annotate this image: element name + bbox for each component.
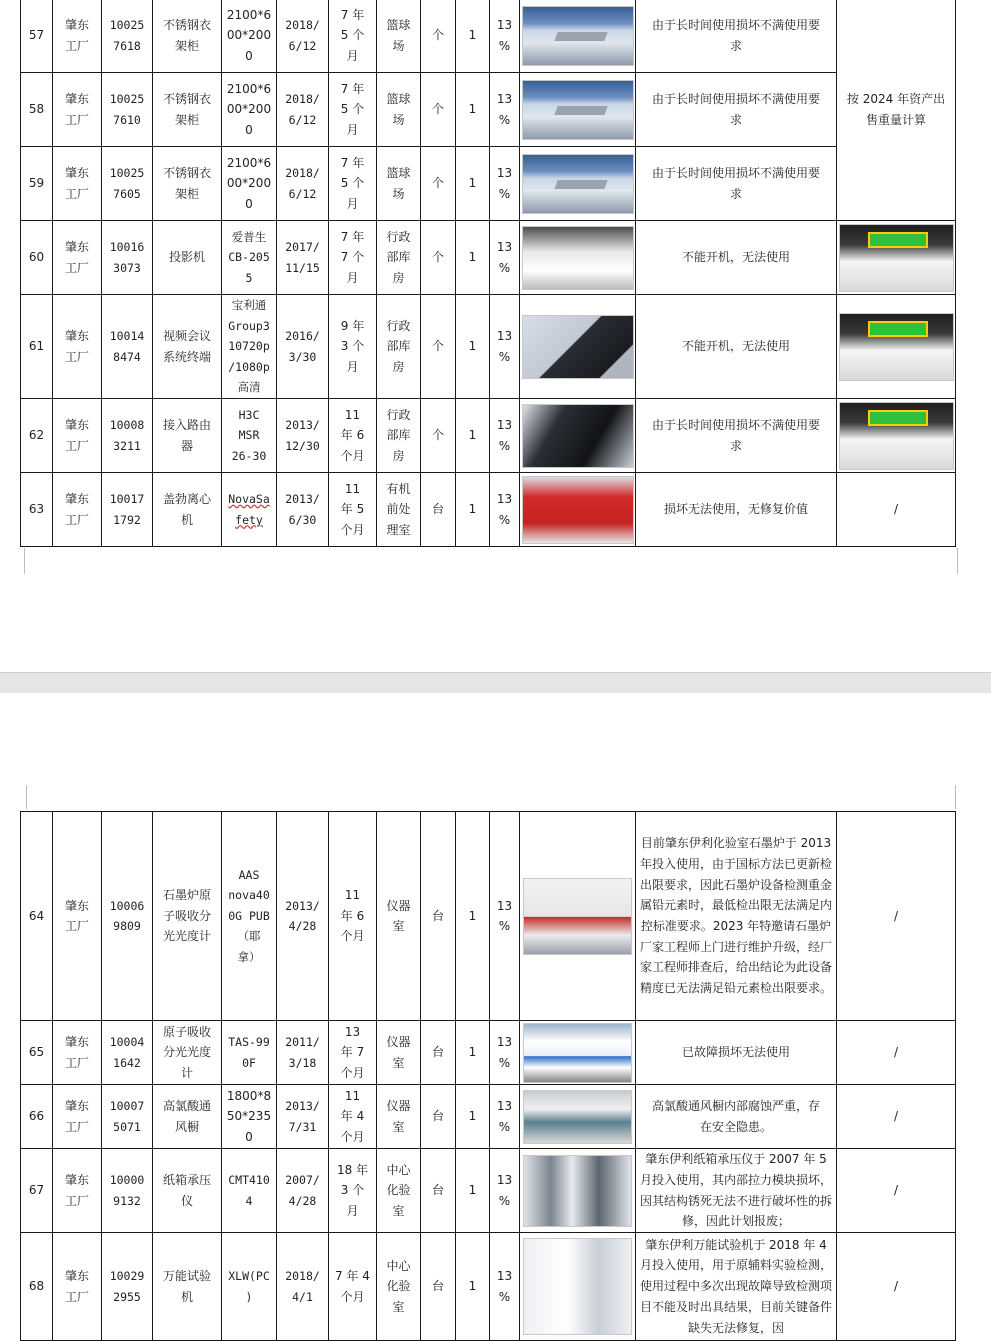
unit-cell: 个 [421,295,456,399]
table-row [21,1021,956,1085]
spec-cell: TAS-99 0F [222,1021,277,1085]
location-cell: 篮球 场 [377,147,421,221]
unit-cell: 台 [421,473,456,547]
photo-cell [520,1149,636,1233]
table-row [21,295,956,399]
factory-cell: 肇东 工厂 [53,1085,102,1149]
spec-cell: XLW(PC ) [222,1233,277,1341]
asset-disposal-table-page-1 [20,0,956,547]
row-number: 64 [21,812,53,1021]
quantity-cell: 1 [456,1149,490,1233]
quantity-cell: 1 [456,147,490,221]
unit-cell: 台 [421,1085,456,1149]
location-cell: 行政 部库 房 [377,399,421,473]
photo-cell [520,399,636,473]
usage-age-cell: 7 年 5 个 月 [329,73,377,147]
table-row [21,147,956,221]
asset-name-cell: 不锈钢衣 架柜 [153,0,222,73]
rate-cell: 13 % [490,0,520,73]
quantity-cell: 1 [456,1085,490,1149]
centrifuge-photo [522,476,634,544]
universal-photo [523,1238,632,1335]
asset-name-cell: 视频会议 系统终端 [153,295,222,399]
spec-cell: AAS nova40 0G PUB （耶 拿） [222,812,277,1021]
unit-cell: 个 [421,221,456,295]
disposal-reason-cell: 由于长时间使用损坏不满使用要求 [636,399,837,473]
disposal-reason-cell: 由于长时间使用损坏不满使用要求 [636,0,837,73]
rate-cell: 13 % [490,812,520,1021]
quantity-cell: 1 [456,1021,490,1085]
location-cell: 中心 化验 室 [377,1233,421,1341]
extra-photo-cell [837,221,956,295]
row-number: 67 [21,1149,53,1233]
usage-age-cell: 11 年 5 个月 [329,473,377,547]
usage-age-cell: 9 年 3 个 月 [329,295,377,399]
location-cell: 有机 前处 理室 [377,473,421,547]
scale-photo [839,313,954,381]
rate-cell: 13 % [490,1233,520,1341]
disposal-reason-cell: 由于长时间使用损坏不满使用要求 [636,147,837,221]
quantity-cell: 1 [456,0,490,73]
unit-cell: 个 [421,0,456,73]
asset-name-cell: 纸箱承压 仪 [153,1149,222,1233]
quantity-cell: 1 [456,399,490,473]
tester-photo [523,1155,632,1227]
quantity-cell: 1 [456,221,490,295]
photo-cell [520,812,636,1021]
spec-cell: CMT410 4 [222,1149,277,1233]
asset-name-cell: 万能试验 机 [153,1233,222,1341]
document-page-2 [0,693,991,1337]
scale-photo [839,224,954,292]
asset-name-cell: 盖勃离心 机 [153,473,222,547]
purchase-date-cell: 2011/ 3/18 [277,1021,329,1085]
location-cell: 行政 部库 房 [377,295,421,399]
page-corner-mark-left [24,548,25,574]
usage-age-cell: 11 年 4 个月 [329,1085,377,1149]
row-number: 66 [21,1085,53,1149]
purchase-date-cell: 2018/ 6/12 [277,0,329,73]
row-number: 58 [21,73,53,147]
disposal-reason-cell: 损坏无法使用，无修复价值 [636,473,837,547]
asset-code-cell: 10029 2955 [102,1233,153,1341]
unit-cell: 台 [421,1233,456,1341]
unit-cell: 台 [421,1021,456,1085]
spec-cell: 2100*6 00*200 0 [222,147,277,221]
asset-code-cell: 10004 1642 [102,1021,153,1085]
remark-cell: / [837,1021,956,1085]
photo-cell [520,295,636,399]
disposal-reason-cell: 已故障损坏无法使用 [636,1021,837,1085]
row-number: 57 [21,0,53,73]
location-cell: 仪器 室 [377,1021,421,1085]
factory-cell: 肇东 工厂 [53,0,102,73]
spec-cell: 宝利通 Group3 10720p /1080p 高清 [222,295,277,399]
terminal-photo [522,315,634,379]
purchase-date-cell: 2013/ 12/30 [277,399,329,473]
extra-photo-cell [837,399,956,473]
factory-cell: 肇东 工厂 [53,399,102,473]
location-cell: 篮球 场 [377,0,421,73]
scale-photo [839,402,954,470]
rate-cell: 13 % [490,147,520,221]
factory-cell: 肇东 工厂 [53,1021,102,1085]
quantity-cell: 1 [456,295,490,399]
photo-cell [520,1233,636,1341]
purchase-date-cell: 2016/ 3/30 [277,295,329,399]
photo-cell [520,73,636,147]
asset-name-cell: 高氯酸通 风橱 [153,1085,222,1149]
table-row [21,473,956,547]
location-cell: 仪器 室 [377,812,421,1021]
remark-cell: / [837,812,956,1021]
rate-cell: 13 % [490,1085,520,1149]
asset-code-cell: 10008 3211 [102,399,153,473]
asset-code-cell: 10025 7618 [102,0,153,73]
rate-cell: 13 % [490,221,520,295]
photo-cell [520,1021,636,1085]
quantity-cell: 1 [456,73,490,147]
location-cell: 仪器 室 [377,1085,421,1149]
table-row [21,73,956,147]
page-corner-mark-left-top [26,785,27,809]
table-row [21,812,956,1021]
disposal-reason-cell: 高氯酸通风橱内部腐蚀严重，存在安全隐患。 [636,1085,837,1149]
remark-cell: / [837,473,956,547]
quantity-cell: 1 [456,812,490,1021]
usage-age-cell: 7 年 4 个月 [329,1233,377,1341]
unit-cell: 个 [421,73,456,147]
purchase-date-cell: 2007/ 4/28 [277,1149,329,1233]
page-break-gap [0,672,991,694]
unit-cell: 个 [421,147,456,221]
disposal-reason-cell: 目前肇东伊利化验室石墨炉于 2013 年投入使用，由于国标方法已更新检出限要求，因此石墨炉设备检测重金属铅元素时，最低检出限无法满足内控标准要求。2023 年特邀请石墨炉厂家工程师上门进行维护升级，经厂家工程师排查后，给出结论为此设备精度已无法满足铅元素检出限要求。 [636,812,837,1021]
factory-cell: 肇东 工厂 [53,221,102,295]
factory-cell: 肇东 工厂 [53,1233,102,1341]
factory-cell: 肇东 工厂 [53,473,102,547]
usage-age-cell: 7 年 7 个 月 [329,221,377,295]
asset-code-cell: 10017 1792 [102,473,153,547]
disposal-reason-cell: 肇东伊利万能试验机于 2018 年 4 月投入使用，用于原辅料实验检测，使用过程中多次出现故障导致检测项目不能及时出具结果，目前关键备件缺失无法修复，因 [636,1233,837,1341]
row-number: 63 [21,473,53,547]
asset-name-cell: 不锈钢衣 架柜 [153,73,222,147]
court-photo [522,154,634,214]
pricing-note-cell: 按 2024 年资产出售重量计算 [837,0,956,221]
page-corner-mark-right-top [955,785,956,809]
asset-code-cell: 10014 8474 [102,295,153,399]
factory-cell: 肇东 工厂 [53,812,102,1021]
photo-cell [520,1085,636,1149]
table-row [21,0,956,73]
rate-cell: 13 % [490,399,520,473]
court-photo [522,6,634,66]
quantity-cell: 1 [456,473,490,547]
row-number: 62 [21,399,53,473]
rate-cell: 13 % [490,1149,520,1233]
row-number: 65 [21,1021,53,1085]
asset-name-cell: 接入路由 器 [153,399,222,473]
spec-cell: NovaSa fety [222,473,277,547]
row-number: 61 [21,295,53,399]
asset-code-cell: 10025 7610 [102,73,153,147]
disposal-reason-cell: 肇东伊利纸箱承压仪于 2007 年 5 月投入使用，其内部拉力模块损坏，因其结构锈死无法不进行破坏性的拆修，因此计划报废； [636,1149,837,1233]
page-corner-mark-right [957,548,958,574]
asset-disposal-table-page-2 [20,811,956,1341]
purchase-date-cell: 2018/ 6/12 [277,73,329,147]
factory-cell: 肇东 工厂 [53,73,102,147]
absorption-photo [523,1023,632,1083]
factory-cell: 肇东 工厂 [53,295,102,399]
projector-photo [522,226,634,290]
table-row [21,1233,956,1341]
factory-cell: 肇东 工厂 [53,1149,102,1233]
spec-cell: 2100*6 00*200 0 [222,73,277,147]
unit-cell: 个 [421,399,456,473]
usage-age-cell: 7 年 5 个 月 [329,0,377,73]
photo-cell [520,473,636,547]
location-cell: 行政 部库 房 [377,221,421,295]
table-row [21,399,956,473]
aas-photo [523,878,632,955]
photo-cell [520,147,636,221]
asset-code-cell: 10025 7605 [102,147,153,221]
purchase-date-cell: 2013/ 6/30 [277,473,329,547]
spec-cell: H3C MSR 26-30 [222,399,277,473]
router-photo [522,404,634,468]
row-number: 60 [21,221,53,295]
hood-photo [523,1090,632,1144]
usage-age-cell: 11 年 6 个月 [329,399,377,473]
usage-age-cell: 18 年 3 个 月 [329,1149,377,1233]
unit-cell: 台 [421,1149,456,1233]
court-photo [522,80,634,140]
extra-photo-cell [837,295,956,399]
usage-age-cell: 11 年 6 个月 [329,812,377,1021]
unit-cell: 台 [421,812,456,1021]
asset-name-cell: 投影机 [153,221,222,295]
remark-cell: / [837,1233,956,1341]
asset-name-cell: 石墨炉原 子吸收分 光光度计 [153,812,222,1021]
spec-cell: 爱普生 CB-205 5 [222,221,277,295]
usage-age-cell: 7 年 5 个 月 [329,147,377,221]
disposal-reason-cell: 不能开机，无法使用 [636,295,837,399]
disposal-reason-cell: 不能开机，无法使用 [636,221,837,295]
asset-name-cell: 原子吸收 分光光度 计 [153,1021,222,1085]
rate-cell: 13 % [490,295,520,399]
asset-code-cell: 10007 5071 [102,1085,153,1149]
location-cell: 中心 化验 室 [377,1149,421,1233]
factory-cell: 肇东 工厂 [53,147,102,221]
purchase-date-cell: 2018/ 6/12 [277,147,329,221]
asset-code-cell: 10006 9809 [102,812,153,1021]
purchase-date-cell: 2018/ 4/1 [277,1233,329,1341]
spec-cell: 1800*8 50*235 0 [222,1085,277,1149]
purchase-date-cell: 2017/ 11/15 [277,221,329,295]
asset-code-cell: 10000 9132 [102,1149,153,1233]
remark-cell: / [837,1149,956,1233]
asset-code-cell: 10016 3073 [102,221,153,295]
usage-age-cell: 13 年 7 个月 [329,1021,377,1085]
purchase-date-cell: 2013/ 4/28 [277,812,329,1021]
quantity-cell: 1 [456,1233,490,1341]
table-row [21,1085,956,1149]
row-number: 59 [21,147,53,221]
disposal-reason-cell: 由于长时间使用损坏不满使用要求 [636,73,837,147]
rate-cell: 13 % [490,73,520,147]
table-row [21,221,956,295]
row-number: 68 [21,1233,53,1341]
spec-cell: 2100*6 00*200 0 [222,0,277,73]
rate-cell: 13 % [490,1021,520,1085]
rate-cell: 13 % [490,473,520,547]
purchase-date-cell: 2013/ 7/31 [277,1085,329,1149]
table-row [21,1149,956,1233]
location-cell: 篮球 场 [377,73,421,147]
photo-cell [520,0,636,73]
remark-cell: / [837,1085,956,1149]
asset-name-cell: 不锈钢衣 架柜 [153,147,222,221]
photo-cell [520,221,636,295]
